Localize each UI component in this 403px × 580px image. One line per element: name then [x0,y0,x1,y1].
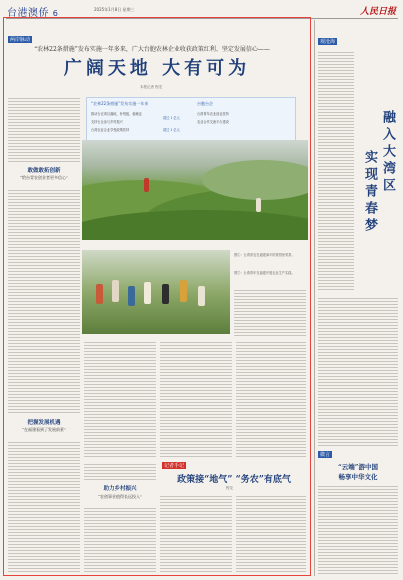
subhead-rural: 助力乡村振兴 [103,486,137,492]
infobox-stat: 超过 1 亿元 [163,128,180,132]
infobox-line: 台湾农业企业享受政策扶持 [91,128,130,132]
infobox-line: 支持台企参与乡村振兴 [91,120,123,124]
farmer-figure [96,284,103,304]
farmer-figure [144,282,151,304]
infobox-col2-title: 台胞台企 [197,101,213,106]
weiyan-headline: “云端”游中国 [338,463,378,471]
body-text-column [318,484,398,574]
infobox-line: 农业合作交流平台建设 [197,120,229,124]
body-text-column [84,462,156,480]
body-text-column [236,340,306,458]
photo-caption: 图①：台湾茶农在福建漳平的茶园里采茶。 [234,253,295,257]
weiyan-subheadline: 畅享中华文化 [338,473,378,481]
reporter-note-headline: 政策接“地气” “务农”有底气 [177,475,291,485]
body-text-column [160,340,232,458]
farmer-figure [128,286,135,306]
right-headline-2: 实现青春梦 [362,150,377,235]
column-tag-reporter: 记者手记 [164,463,185,469]
article-byline: 本报记者 程龙 [140,85,163,89]
photo-caption: 图②：台湾青年在福建开展农业生产实践。 [234,271,295,275]
right-headline-1: 融入大湾区 [380,110,395,195]
body-text-column [236,494,306,572]
farm-group-photo [82,250,230,334]
column-tag-liangan: 两岸脉动 [10,37,31,43]
body-text-column [318,296,398,446]
body-text-column [84,340,156,458]
infobox-stat: 超过 1 亿元 [163,116,180,120]
farmer-figure [180,280,187,302]
section-name: 台港澳侨 6 [7,8,59,19]
body-text-column [8,440,80,572]
article-headline: 广阔天地 大有可为 [63,58,251,79]
subhead-innovation: 敢做敢拓创新 [27,168,61,174]
publication-date: 2025年1月8日 星期三 [94,7,135,12]
column-tag-guancanghai: 观沧海 [320,39,336,45]
reporter-note-byline: 程龙 [226,486,233,490]
body-text-column [318,50,354,290]
terrace-row [82,210,308,240]
subhead-quote: “在福建看到了发展前景” [21,427,67,432]
column-divider [314,20,315,576]
farmer-figure [112,280,119,302]
body-text-column [84,506,156,572]
infobox-line: 推动台农项目落地，补短板，稳就业 [91,112,142,116]
infobox-line: 台湾青年农业创业扶持 [197,112,229,116]
policy-infobox [86,97,296,141]
body-text-column [8,188,80,414]
subhead-quote: “农创事业值得长远投入” [97,494,143,499]
subhead-opportunity: 把握发展机遇 [27,420,61,426]
farmer-figure [198,286,205,306]
body-text-column [8,96,80,162]
subhead-quote: “给台青农创业者更多信心” [19,175,69,180]
article-kicker: “农林22条措施”发布实施一年多来，广大台胞农林企业收获政策红利、坚定发展信心—— [34,46,270,53]
body-text-column [234,288,306,336]
newspaper-logo: 人民日报 [359,7,396,17]
farmer-figure [162,284,169,304]
infobox-title: “农林22条措施”发布实施一年来 [91,101,149,106]
body-text-column [160,494,232,572]
column-tag-weiyan: 微言 [320,452,331,458]
tea-terrace-photo [82,140,308,240]
tea-picker-figure [144,178,149,192]
tea-picker-figure [256,198,261,212]
